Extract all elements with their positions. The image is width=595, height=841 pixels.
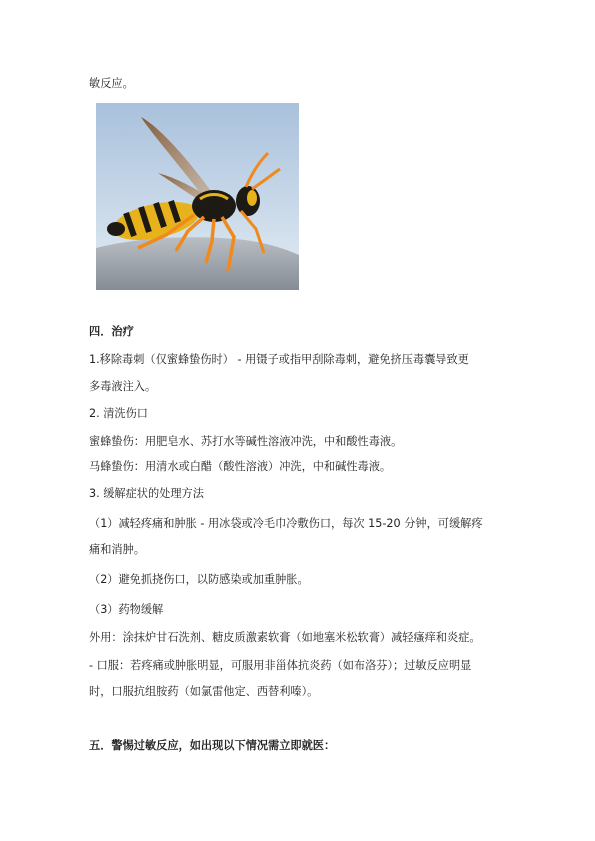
treatment-item-2-heading: 2. 清洗伤口 (89, 407, 148, 420)
external-medication-text: 外用：涂抹炉甘石洗剂、糖皮质激素软膏（如地塞米松软膏）减轻瘙痒和炎症。 (89, 631, 481, 644)
symptom-step-1-line-1: （1）减轻疼痛和肿胀 - 用冰袋或冷毛巾冷敷伤口，每次 15-20 分钟，可缓解疼 (89, 517, 483, 530)
symptom-step-1-line-2: 痛和消肿。 (89, 543, 145, 556)
bee-sting-wash-text: 蜜蜂蛰伤：用肥皂水、苏打水等碱性溶液冲洗，中和酸性毒液。 (89, 435, 403, 448)
oral-medication-line-1: - 口服：若疼痛或肿胀明显，可服用非甾体抗炎药（如布洛芬）；过敏反应明显 (89, 659, 472, 672)
treatment-item-1-line-1: 1.移除毒刺（仅蜜蜂蛰伤时） - 用镊子或指甲刮除毒刺，避免挤压毒囊导致更 (89, 353, 469, 366)
section-4-heading: 四．治疗 (89, 325, 134, 338)
symptom-step-3-heading: （3）药物缓解 (89, 603, 164, 616)
treatment-item-1-line-2: 多毒液注入。 (89, 380, 157, 393)
intro-tail-text: 敏反应。 (89, 77, 134, 90)
section-5-heading: 五．警惕过敏反应，如出现以下情况需立即就医： (89, 739, 336, 752)
wasp-photo (96, 103, 299, 290)
treatment-item-3-heading: 3. 缓解症状的处理方法 (89, 487, 204, 500)
wasp-illustration (96, 103, 299, 290)
symptom-step-2-text: （2）避免抓挠伤口，以防感染或加重肿胀。 (89, 573, 309, 586)
wasp-sting-wash-text: 马蜂蛰伤：用清水或白醋（酸性溶液）冲洗，中和碱性毒液。 (89, 460, 392, 473)
oral-medication-line-2: 时，口服抗组胺药（如氯雷他定、西替利嗪）。 (89, 685, 319, 698)
